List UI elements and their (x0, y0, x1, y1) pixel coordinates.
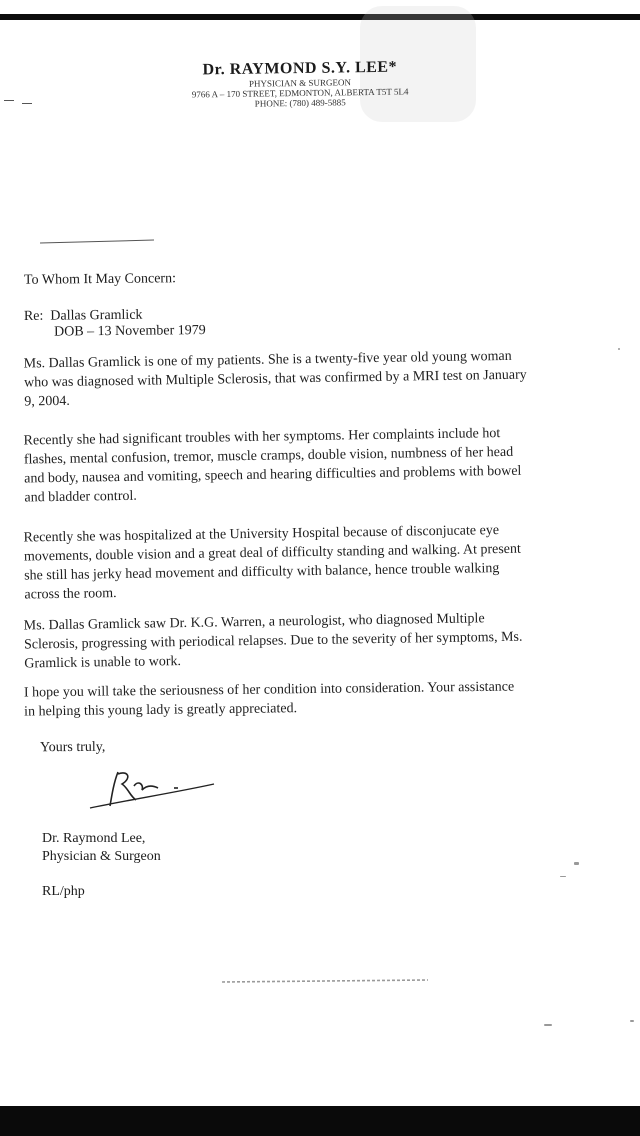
scan-speck (574, 862, 579, 865)
bottom-black-bar (0, 1106, 640, 1136)
letterhead-name: Dr. RAYMOND S.Y. LEE* (202, 58, 398, 79)
paragraph-line: Sclerosis, progressing with periodical relapses. Due to the severity of her symptoms, Ms. (23, 629, 523, 653)
paragraph-4 (24, 607, 600, 673)
paragraph-line: Gramlick is unable to work. (24, 654, 182, 672)
re-dob: DOB – 13 November 1979 (54, 323, 206, 340)
signer-name: Dr. Raymond Lee, (42, 831, 146, 846)
paragraph-line: flashes, mental confusion, tremor, muscle cramps, double vision, numbness of her head (23, 444, 514, 468)
paragraph-line: in helping this young lady is greatly appreciated. (24, 701, 298, 720)
re-label: Re: (23, 308, 44, 324)
letterhead-phone: PHONE: (780) 489-5885 (254, 97, 346, 109)
top-black-strip (0, 14, 640, 20)
paragraph-line: Ms. Dallas Gramlick saw Dr. K.G. Warren, a neurologist, who diagnosed Multiple (23, 611, 485, 634)
signer-block (42, 830, 161, 866)
scan-speck (544, 1024, 552, 1026)
letterhead (150, 58, 451, 110)
scan-speck (560, 876, 566, 877)
re-patient: Dallas Gramlick (50, 307, 143, 324)
date-line (40, 240, 154, 244)
paragraph-2 (23, 422, 599, 507)
salutation: To Whom It May Concern: (23, 271, 177, 288)
paragraph-line: and body, nausea and vomiting, speech and hearing difficulties and problems with bowel (24, 463, 522, 487)
paragraph-line: 9, 2004. (24, 393, 70, 410)
paragraph-3 (23, 519, 599, 604)
signature (88, 766, 218, 814)
paragraph-5 (24, 676, 599, 721)
scan-speck (618, 348, 620, 350)
signer-title: Physician & Surgeon (42, 849, 161, 864)
left-margin-mark-2 (22, 103, 32, 104)
letterhead-address: 9766 A – 170 STREET, EDMONTON, ALBERTA T5T 5L4 (191, 86, 409, 100)
letterhead-title: PHYSICIAN & SURGEON (248, 77, 352, 89)
typist-initials: RL/php (42, 884, 85, 899)
re-block (24, 307, 206, 341)
left-margin-mark (4, 100, 14, 101)
paragraph-line: movements, double vision and a great deal of difficulty standing and walking. At present (23, 541, 521, 565)
scan-speck (630, 1020, 634, 1022)
top-status-strip (0, 0, 640, 20)
paragraph-line: Recently she had significant troubles with her symptoms. Her complaints include hot (23, 426, 501, 449)
paragraph-line: I hope you will take the seriousness of her condition into consideration. Your assistance (23, 679, 515, 701)
paragraph-line: and bladder control. (24, 488, 137, 506)
paragraph-line: who was diagnosed with Multiple Sclerosis, that was confirmed by a MRI test on January (23, 367, 527, 391)
paragraph-line: Ms. Dallas Gramlick is one of my patients. She is a twenty-five year old young woman (23, 348, 512, 372)
closing: Yours truly, (39, 739, 106, 756)
paragraph-1 (24, 345, 600, 411)
footer-faint-stamp (222, 978, 428, 984)
paragraph-line: across the room. (24, 586, 117, 603)
paragraph-line: she still has jerky head movement and difficulty with balance, hence trouble walking (24, 561, 500, 584)
paragraph-line: Recently she was hospitalized at the University Hospital because of disconjucate eye (23, 523, 500, 546)
